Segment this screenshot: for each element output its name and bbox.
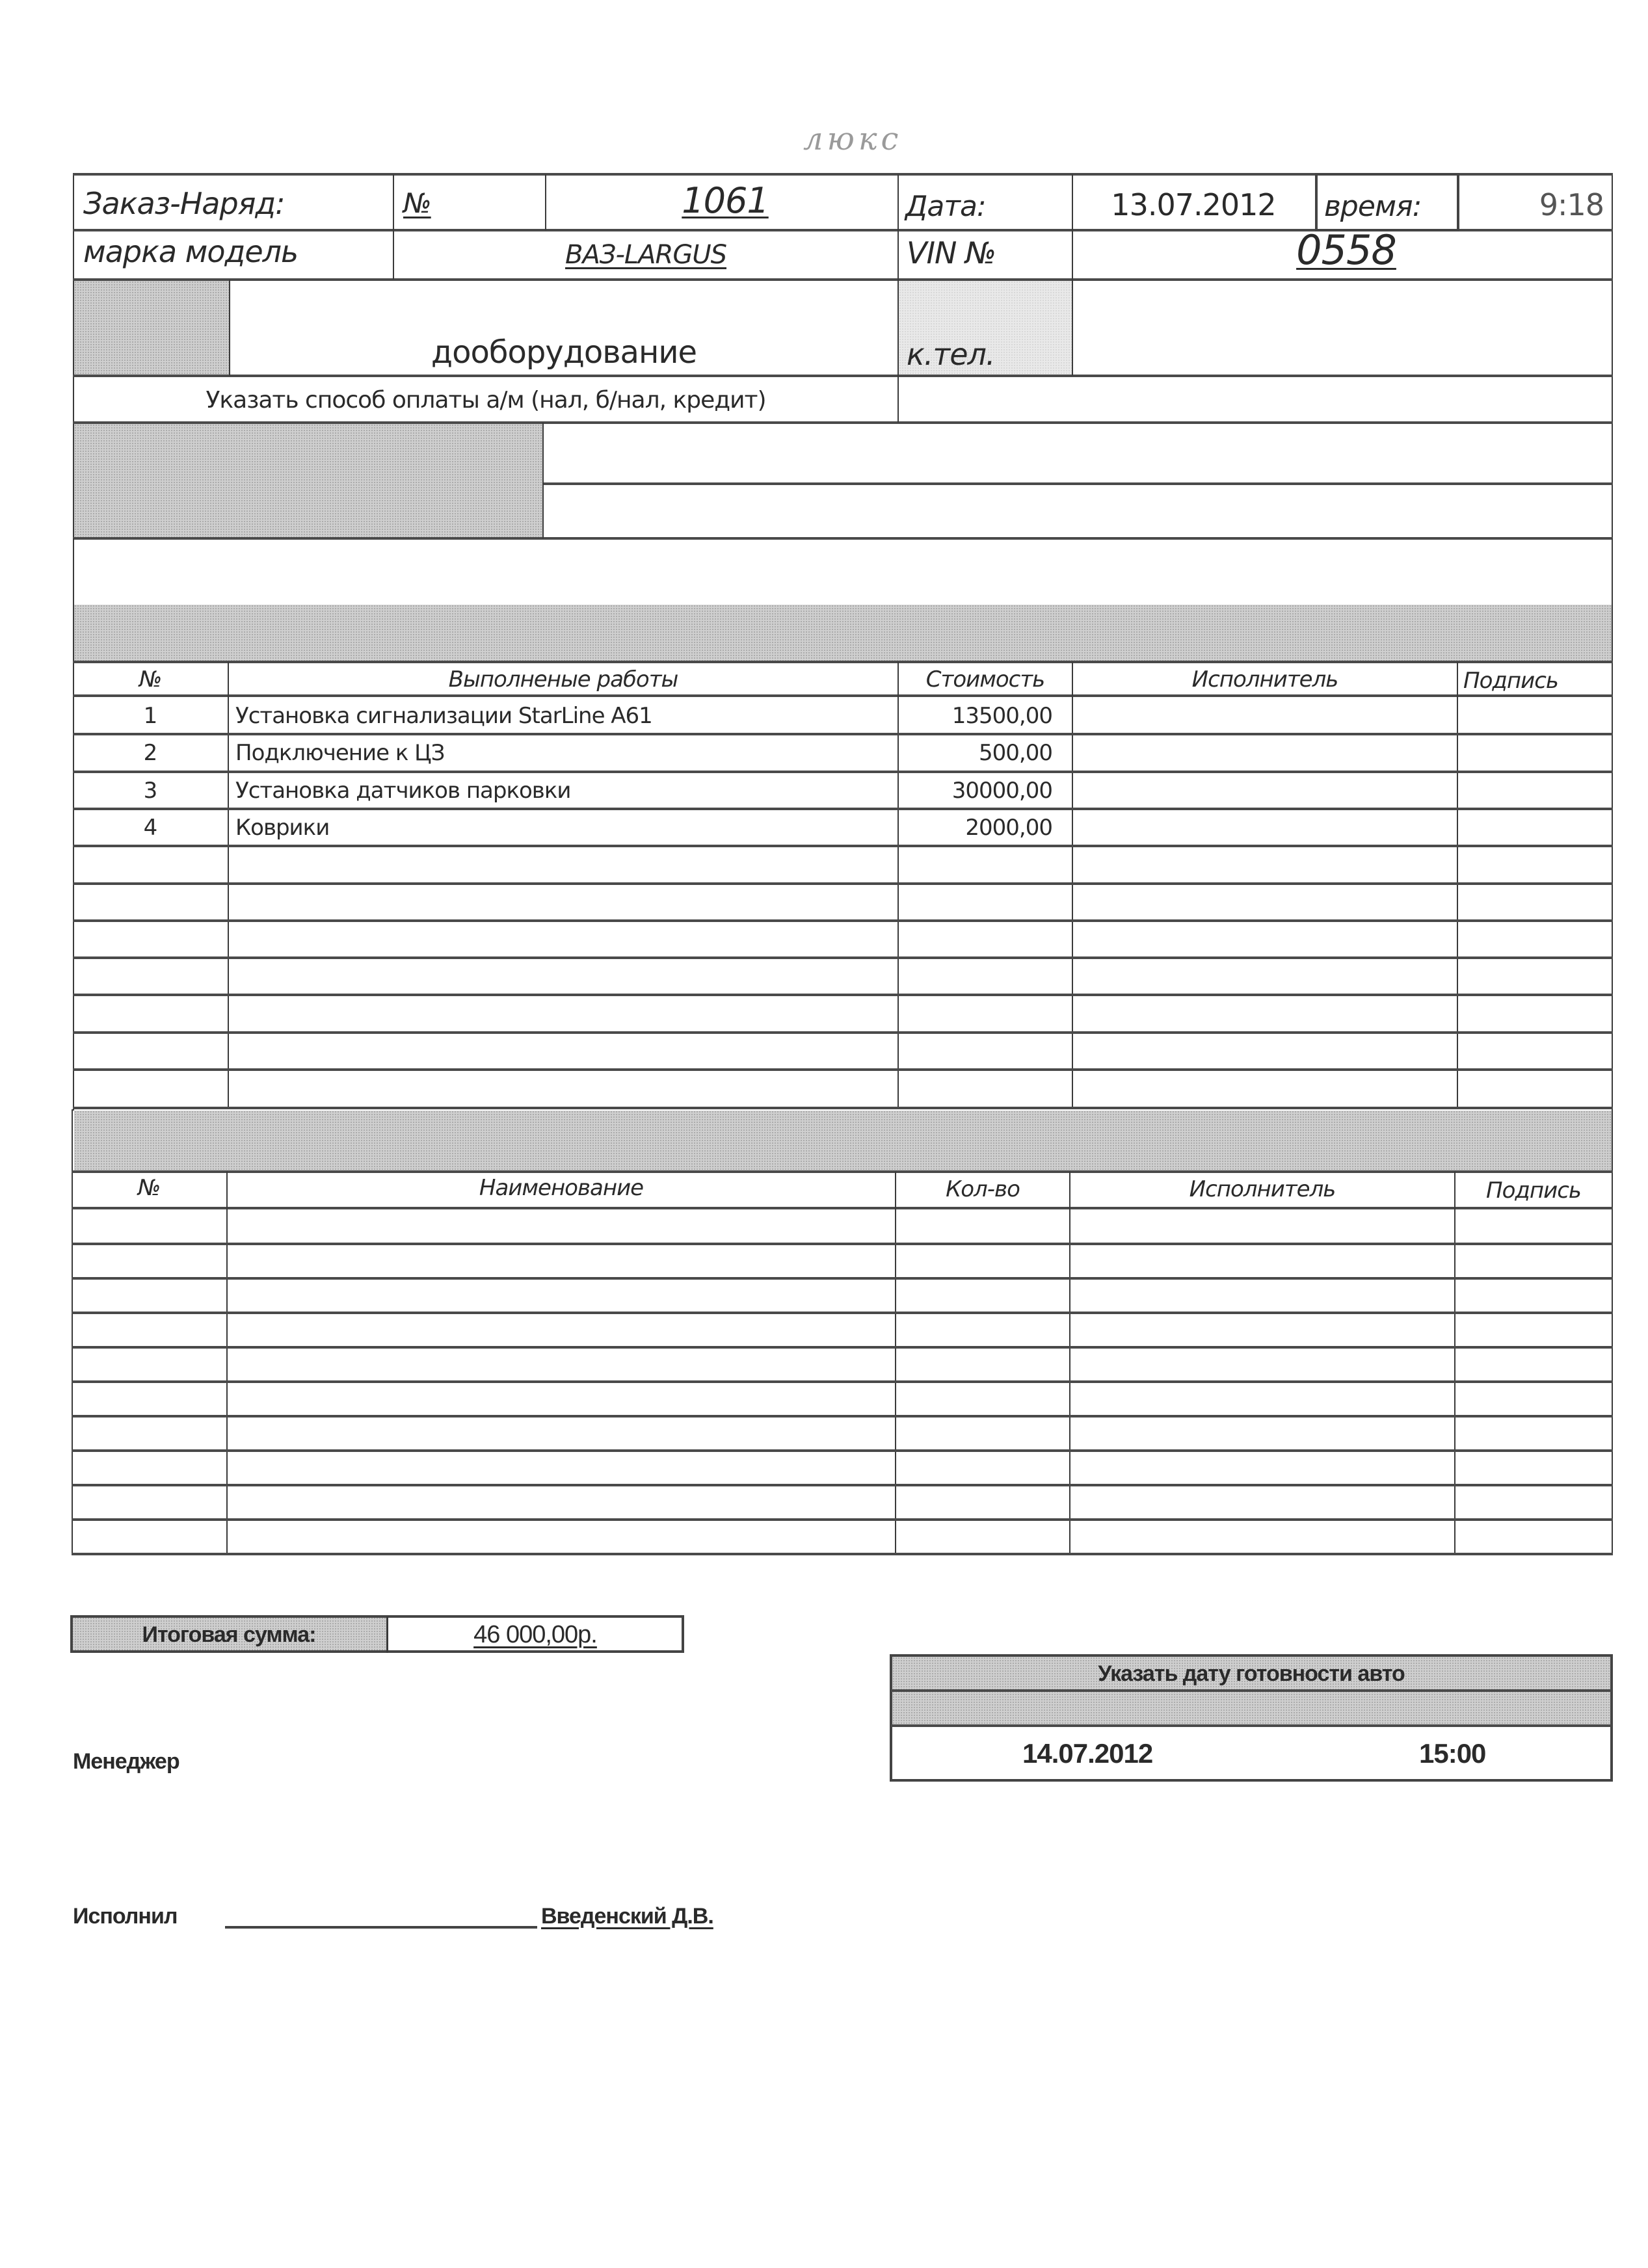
- parts-col-qty: Кол-во: [946, 1176, 1020, 1202]
- row-divider: [73, 1031, 1613, 1034]
- work-cost[interactable]: 500,00: [979, 740, 1052, 767]
- row-number[interactable]: 2: [143, 740, 157, 767]
- date-label: Дата:: [905, 190, 986, 223]
- works-col-executor: Исполнитель: [1191, 666, 1338, 692]
- total-label: Итоговая сумма:: [142, 1622, 316, 1647]
- row-divider: [72, 1346, 1613, 1349]
- parts-col-no: №: [137, 1175, 161, 1201]
- performed-name: Введенский Д.В.: [541, 1904, 713, 1929]
- payment-method-label: Указать способ оплаты а/м (нал, б/нал, кредит): [206, 387, 766, 414]
- row-number[interactable]: 3: [143, 777, 157, 804]
- works-col-work: Выполненые работы: [448, 666, 678, 692]
- total-value: 46 000,00р.: [473, 1621, 597, 1648]
- readiness-time: 15:00: [1419, 1738, 1486, 1769]
- performed-label: Исполнил: [73, 1904, 178, 1929]
- readiness-date: 14.07.2012: [1022, 1738, 1153, 1769]
- order-date-value: 13.07.2012: [1111, 187, 1276, 222]
- performed-signature-line[interactable]: [225, 1926, 537, 1929]
- time-label: время:: [1324, 190, 1422, 223]
- row-divider: [73, 1068, 1613, 1071]
- row-divider: [73, 882, 1613, 885]
- number-label: №: [403, 187, 431, 219]
- row-divider: [73, 808, 1613, 810]
- parts-col-executor: Исполнитель: [1189, 1176, 1336, 1202]
- works-col-signature: Подпись: [1463, 668, 1558, 694]
- row-divider: [73, 845, 1613, 847]
- work-type-value: дооборудование: [431, 334, 697, 371]
- work-description[interactable]: Коврики: [235, 814, 330, 841]
- order-time-value: 9:18: [1539, 187, 1604, 222]
- row-divider: [72, 1518, 1613, 1521]
- work-cost[interactable]: 2000,00: [965, 814, 1052, 841]
- row-divider: [72, 1277, 1613, 1280]
- works-col-cost: Стоимость: [925, 666, 1045, 692]
- row-number[interactable]: 4: [143, 814, 157, 841]
- row-divider: [73, 733, 1613, 735]
- work-description[interactable]: Установка сигнализации StarLine A61: [235, 703, 652, 729]
- parts-col-signature: Подпись: [1486, 1178, 1581, 1204]
- work-description[interactable]: Подключение к ЦЗ: [235, 740, 445, 767]
- handwritten-note: люкс: [803, 121, 903, 157]
- row-divider: [73, 771, 1613, 773]
- work-cost[interactable]: 13500,00: [951, 703, 1052, 729]
- work-description[interactable]: Установка датчиков парковки: [235, 777, 571, 804]
- vin-value: 0558: [1296, 226, 1396, 274]
- make-model-label: марка модель: [83, 234, 299, 269]
- row-number[interactable]: 1: [143, 703, 157, 729]
- vin-label: VIN №: [907, 235, 996, 270]
- row-divider: [72, 1243, 1613, 1245]
- row-divider: [72, 1449, 1613, 1452]
- works-col-no: №: [139, 666, 162, 692]
- parts-col-name: Наименование: [479, 1175, 644, 1201]
- phone-label: к.тел.: [907, 337, 995, 372]
- order-title-label: Заказ-Наряд:: [83, 186, 285, 221]
- row-divider: [73, 994, 1613, 996]
- manager-label: Менеджер: [73, 1749, 179, 1774]
- row-divider: [72, 1380, 1613, 1383]
- work-cost[interactable]: 30000,00: [951, 777, 1052, 804]
- row-divider: [72, 1312, 1613, 1314]
- row-divider: [73, 956, 1613, 959]
- make-model-value: ВАЗ-LARGUS: [565, 240, 726, 270]
- works-section-band: [74, 605, 1612, 662]
- row-divider: [73, 919, 1613, 922]
- parts-section-band: [74, 1111, 1612, 1170]
- row-divider: [72, 1415, 1613, 1418]
- row-divider: [72, 1484, 1613, 1486]
- readiness-title: Указать дату готовности авто: [1098, 1661, 1405, 1686]
- order-number-value: 1061: [682, 180, 769, 221]
